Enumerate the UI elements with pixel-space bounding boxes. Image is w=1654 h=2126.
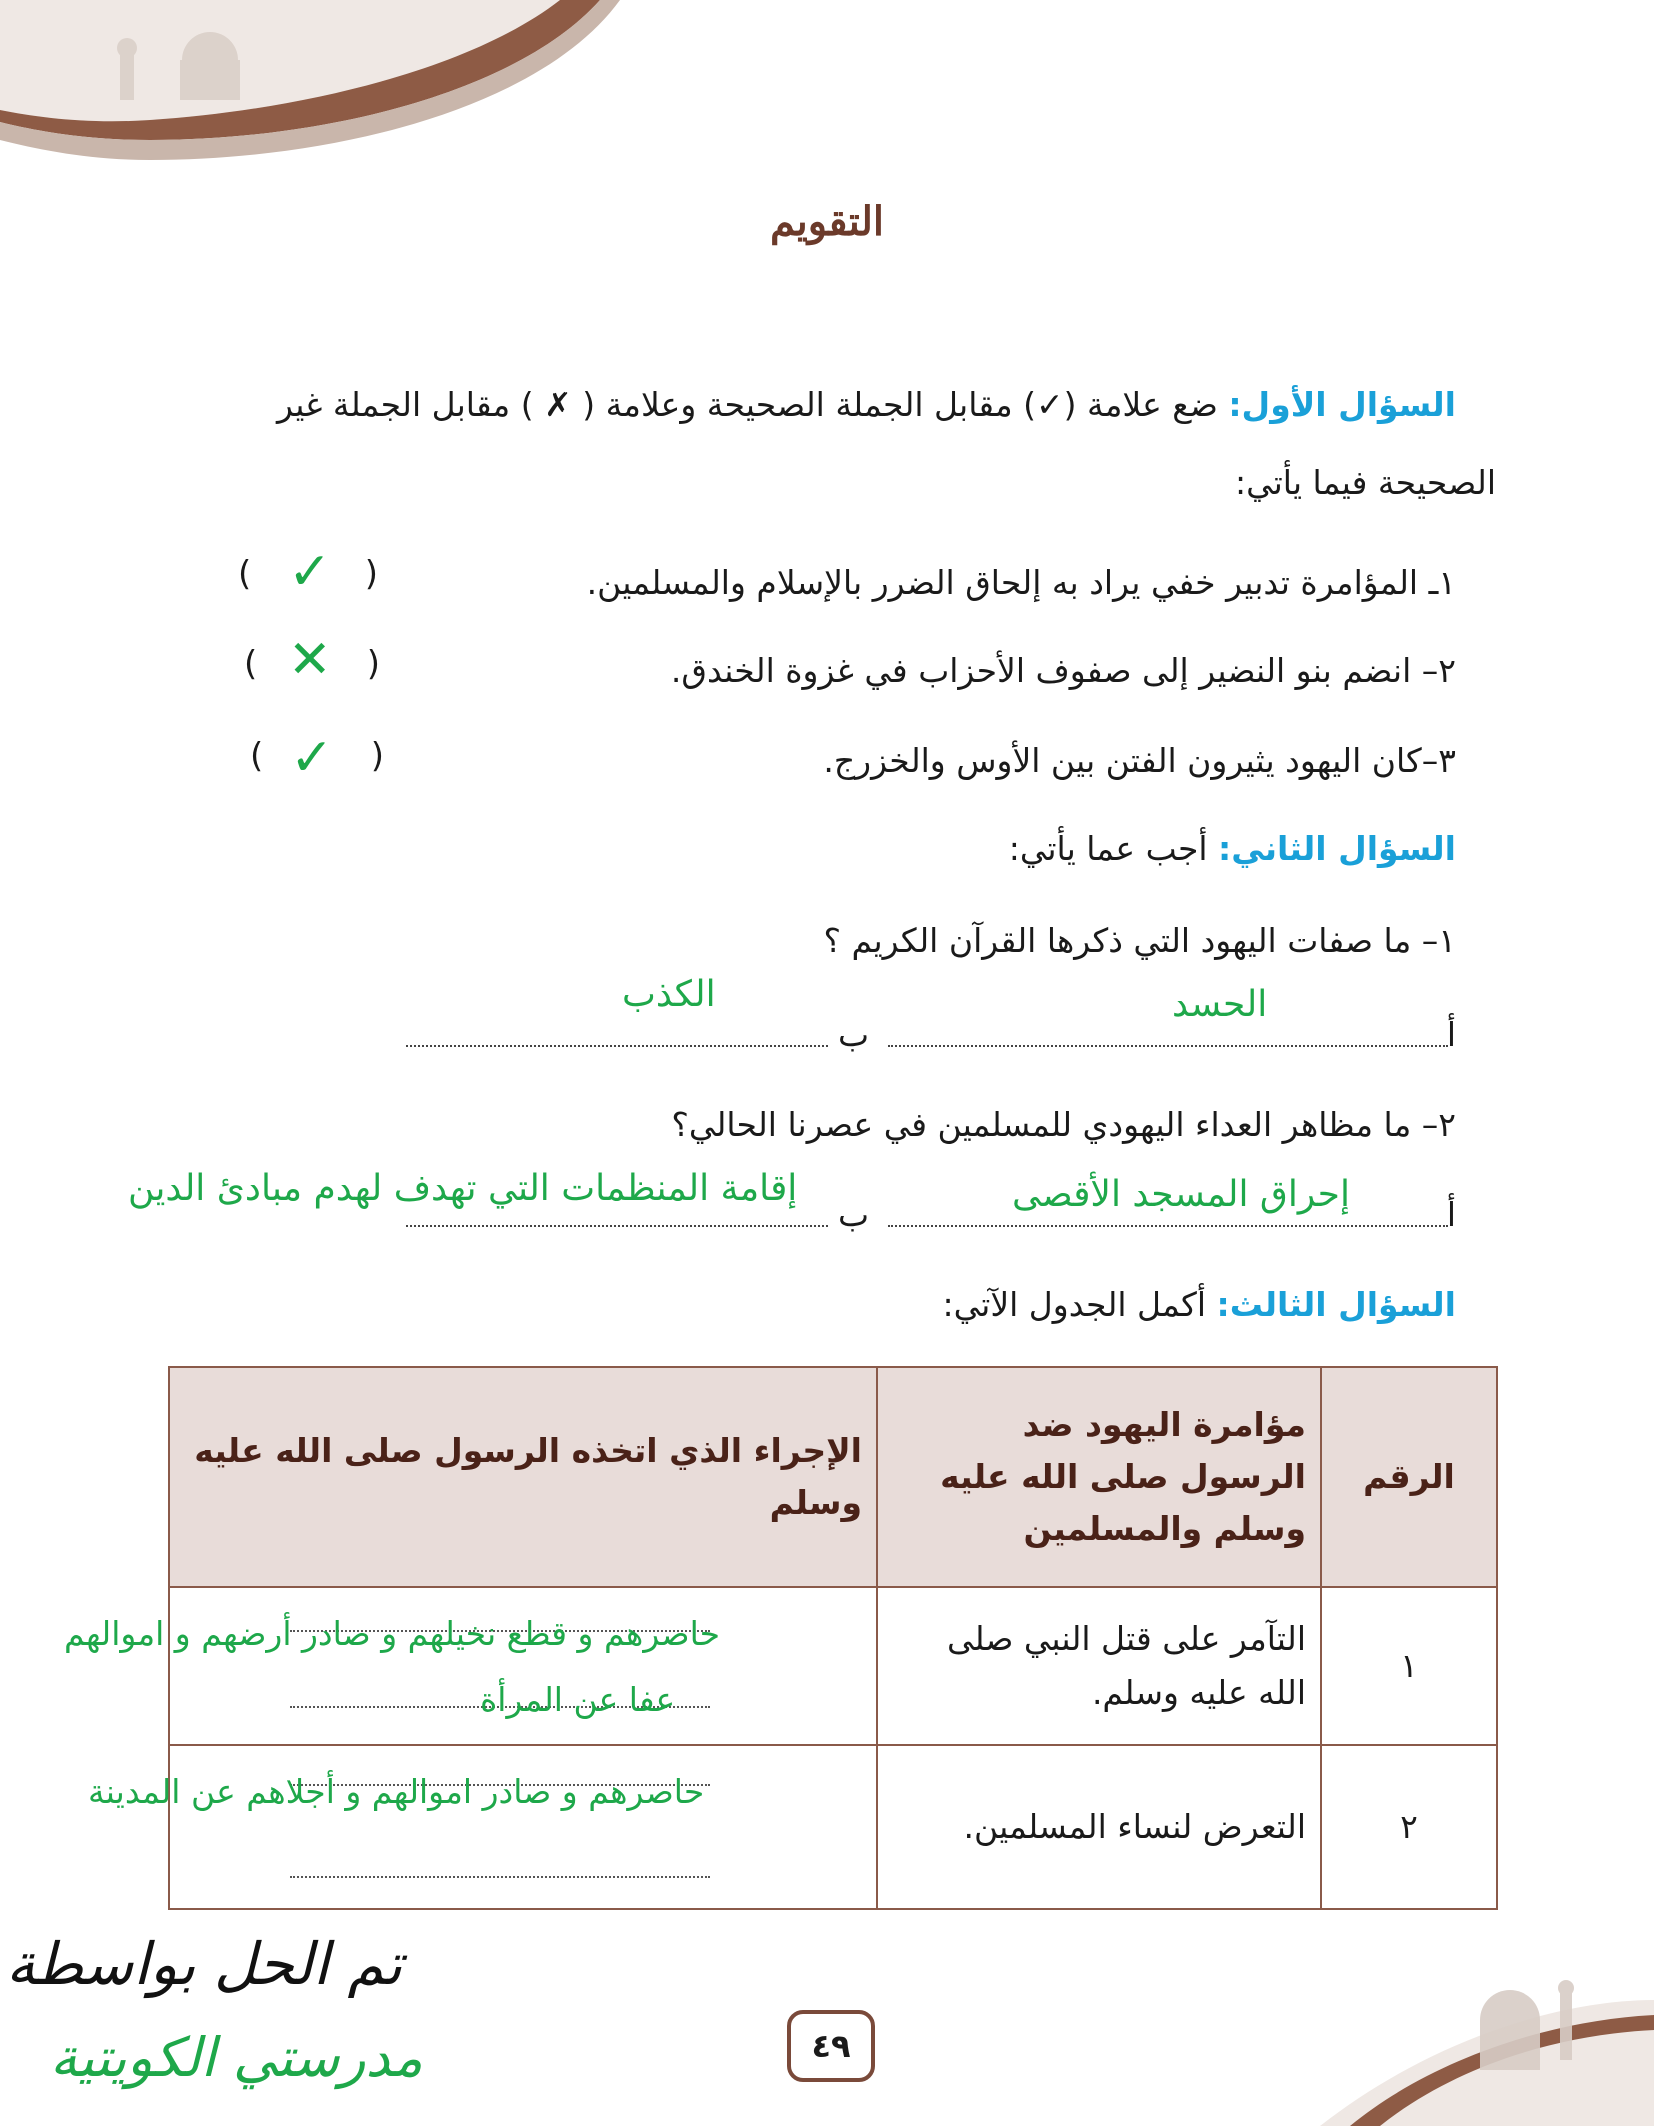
q1-answer-1: ( ✓ ) — [238, 542, 378, 602]
row-action — [169, 1745, 877, 1909]
q2-sub2-a-label: أ — [1446, 1195, 1456, 1234]
row-plot: التعرض لنساء المسلمين. — [877, 1745, 1321, 1909]
top-left-ornament — [0, 0, 620, 160]
q2-instruction: السؤال الثاني: أجب عما يأتي: — [1008, 829, 1456, 868]
q2-sub2-answer-b: إقامة المنظمات التي تهدف لهدم مبادئ الدين — [128, 1168, 798, 1209]
solved-by-text: تم الحل بواسطة — [6, 1930, 403, 1998]
q2-sub1-a-line — [888, 1044, 1448, 1047]
q2-sub2-b-line — [406, 1224, 828, 1227]
q1-instruction-line1 — [277, 380, 1456, 430]
row-number: ٢ — [1321, 1745, 1497, 1909]
q3-instruction: السؤال الثالث: أكمل الجدول الآتي: — [942, 1285, 1456, 1324]
school-name: مدرستي الكويتية — [50, 2026, 423, 2089]
row-plot: التآمر على قتل النبي صلى الله عليه وسلم. — [877, 1587, 1321, 1745]
q2-sub1-answer-a: الحسد — [1172, 984, 1268, 1025]
cross-icon: ✕ — [288, 630, 332, 690]
bottom-right-ornament — [1230, 1960, 1654, 2126]
q2-sub2-a-line — [888, 1224, 1448, 1227]
header-plot: مؤامرة اليهود ضد الرسول صلى الله عليه وسلم والمسلمين — [877, 1367, 1321, 1587]
row2-answer-line1: حاصرهم و صادر اموالهم و أجلاهم عن المدينة — [88, 1772, 705, 1811]
q2-sub1-b-label: ب — [838, 1015, 870, 1054]
q1-label: السؤال الأول: — [1228, 385, 1456, 424]
q2-sub1-answer-b: الكذب — [622, 974, 716, 1015]
row1-answer-line2: عفا عن المرأة — [480, 1680, 676, 1719]
page-number: ٤٩ — [787, 2010, 875, 2082]
q1-instruction-line2: الصحيحة فيما يأتي: — [1235, 463, 1496, 502]
q1-answer-2: ( ✕ ) — [244, 630, 380, 690]
q1-item-2: ٢– انضم بنو النضير إلى صفوف الأحزاب في غزوة الخندق. — [670, 651, 1456, 690]
q2-sub1-b-line — [406, 1044, 828, 1047]
q1-item-1: ١ـ المؤامرة تدبير خفي يراد به إلحاق الضرر بالإسلام والمسلمين. — [586, 563, 1456, 602]
q2-sub2-answer-a: إحراق المسجد الأقصى — [1012, 1174, 1350, 1215]
q2-sub1-a-label: أ — [1446, 1015, 1456, 1054]
table-row — [169, 1745, 1497, 1909]
table-row — [169, 1587, 1497, 1745]
row1-answer-line1: حاصرهم و قطع نخيلهم و صادر أرضهم و اموالهم — [64, 1614, 721, 1653]
header-number: الرقم — [1321, 1367, 1497, 1587]
page-title: التقويم — [769, 198, 885, 245]
q2-label: السؤال الثاني: — [1218, 829, 1456, 868]
q1-instruction: ضع علامة (✓) مقابل الجملة الصحيحة وعلامة ( ✗ ) مقابل الجملة غير — [277, 385, 1218, 424]
row-action — [169, 1587, 877, 1745]
row-number: ١ — [1321, 1587, 1497, 1745]
q2-sub1-question: ١– ما صفات اليهود التي ذكرها القرآن الكريم ؟ — [823, 921, 1456, 960]
q2-sub2-question: ٢– ما مظاهر العداء اليهودي للمسلمين في عصرنا الحالي؟ — [671, 1105, 1456, 1144]
header-action: الإجراء الذي اتخذه الرسول صلى الله عليه وسلم — [169, 1367, 877, 1587]
q2-sub2-b-label: ب — [838, 1195, 870, 1234]
q1-answer-3: ( ✓ ) — [250, 728, 384, 788]
q3-label: السؤال الثالث: — [1216, 1285, 1456, 1324]
q1-item-3: ٣–كان اليهود يثيرون الفتن بين الأوس والخزرج. — [823, 741, 1456, 780]
check-icon: ✓ — [288, 542, 332, 602]
check-icon: ✓ — [290, 728, 334, 788]
